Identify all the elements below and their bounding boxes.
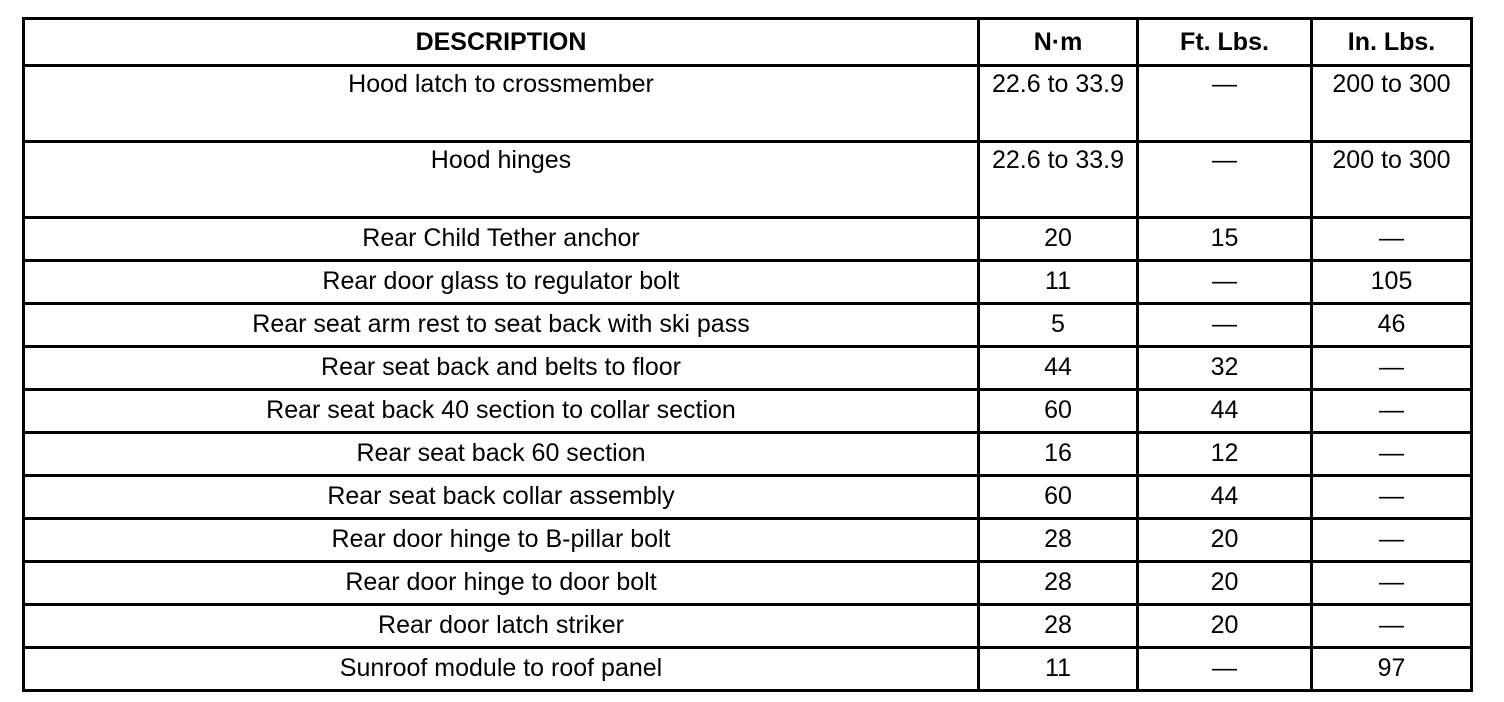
- cell-nm: 28: [979, 605, 1138, 648]
- table-row: [24, 142, 1472, 218]
- table-row: [24, 218, 1472, 261]
- table-row: [24, 605, 1472, 648]
- cell-in-lbs: —: [1312, 218, 1472, 261]
- cell-nm: 11: [979, 648, 1138, 691]
- cell-description: Rear Child Tether anchor: [24, 218, 979, 261]
- cell-description: Rear seat back 60 section: [24, 433, 979, 476]
- cell-in-lbs: —: [1312, 605, 1472, 648]
- table-row: [24, 519, 1472, 562]
- cell-nm: 28: [979, 519, 1138, 562]
- cell-in-lbs: —: [1312, 433, 1472, 476]
- table-header: [24, 19, 1472, 66]
- header-ft-lbs: Ft. Lbs.: [1138, 19, 1312, 66]
- cell-in-lbs: 46: [1312, 304, 1472, 347]
- cell-nm: 20: [979, 218, 1138, 261]
- cell-nm: 44: [979, 347, 1138, 390]
- torque-specifications-table: [22, 17, 1473, 692]
- cell-description: Rear door hinge to B-pillar bolt: [24, 519, 979, 562]
- cell-nm: 22.6 to 33.9: [979, 66, 1138, 142]
- cell-description: Rear door latch striker: [24, 605, 979, 648]
- header-description: DESCRIPTION: [24, 19, 979, 66]
- cell-description: Sunroof module to roof panel: [24, 648, 979, 691]
- cell-description: Rear seat back collar assembly: [24, 476, 979, 519]
- cell-in-lbs: —: [1312, 347, 1472, 390]
- cell-description: Rear door hinge to door bolt: [24, 562, 979, 605]
- header-nm: N·m: [979, 19, 1138, 66]
- table-row: [24, 261, 1472, 304]
- cell-nm: 22.6 to 33.9: [979, 142, 1138, 218]
- cell-ft-lbs: 20: [1138, 519, 1312, 562]
- cell-ft-lbs: 44: [1138, 390, 1312, 433]
- table-row: [24, 390, 1472, 433]
- cell-ft-lbs: 12: [1138, 433, 1312, 476]
- table-body: [24, 66, 1472, 691]
- cell-in-lbs: —: [1312, 519, 1472, 562]
- cell-ft-lbs: 20: [1138, 605, 1312, 648]
- table-row: [24, 304, 1472, 347]
- cell-nm: 60: [979, 476, 1138, 519]
- cell-in-lbs: —: [1312, 476, 1472, 519]
- header-in-lbs: In. Lbs.: [1312, 19, 1472, 66]
- cell-nm: 11: [979, 261, 1138, 304]
- header-row: [24, 19, 1472, 66]
- cell-description: Hood hinges: [24, 142, 979, 218]
- cell-ft-lbs: 20: [1138, 562, 1312, 605]
- table-row: [24, 433, 1472, 476]
- cell-description: Hood latch to crossmember: [24, 66, 979, 142]
- cell-ft-lbs: 44: [1138, 476, 1312, 519]
- cell-description: Rear seat back and belts to floor: [24, 347, 979, 390]
- table-row: [24, 347, 1472, 390]
- cell-ft-lbs: 15: [1138, 218, 1312, 261]
- cell-ft-lbs: —: [1138, 142, 1312, 218]
- table-row: [24, 476, 1472, 519]
- cell-in-lbs: 200 to 300: [1312, 66, 1472, 142]
- cell-nm: 16: [979, 433, 1138, 476]
- cell-in-lbs: —: [1312, 562, 1472, 605]
- table-row: [24, 66, 1472, 142]
- cell-in-lbs: 105: [1312, 261, 1472, 304]
- cell-ft-lbs: —: [1138, 261, 1312, 304]
- cell-nm: 60: [979, 390, 1138, 433]
- cell-nm: 28: [979, 562, 1138, 605]
- table-row: [24, 562, 1472, 605]
- cell-ft-lbs: 32: [1138, 347, 1312, 390]
- cell-in-lbs: 97: [1312, 648, 1472, 691]
- cell-ft-lbs: —: [1138, 304, 1312, 347]
- cell-description: Rear seat arm rest to seat back with ski pass: [24, 304, 979, 347]
- cell-in-lbs: 200 to 300: [1312, 142, 1472, 218]
- table-row: [24, 648, 1472, 691]
- cell-ft-lbs: —: [1138, 648, 1312, 691]
- cell-description: Rear door glass to regulator bolt: [24, 261, 979, 304]
- cell-nm: 5: [979, 304, 1138, 347]
- cell-ft-lbs: —: [1138, 66, 1312, 142]
- cell-description: Rear seat back 40 section to collar section: [24, 390, 979, 433]
- cell-in-lbs: —: [1312, 390, 1472, 433]
